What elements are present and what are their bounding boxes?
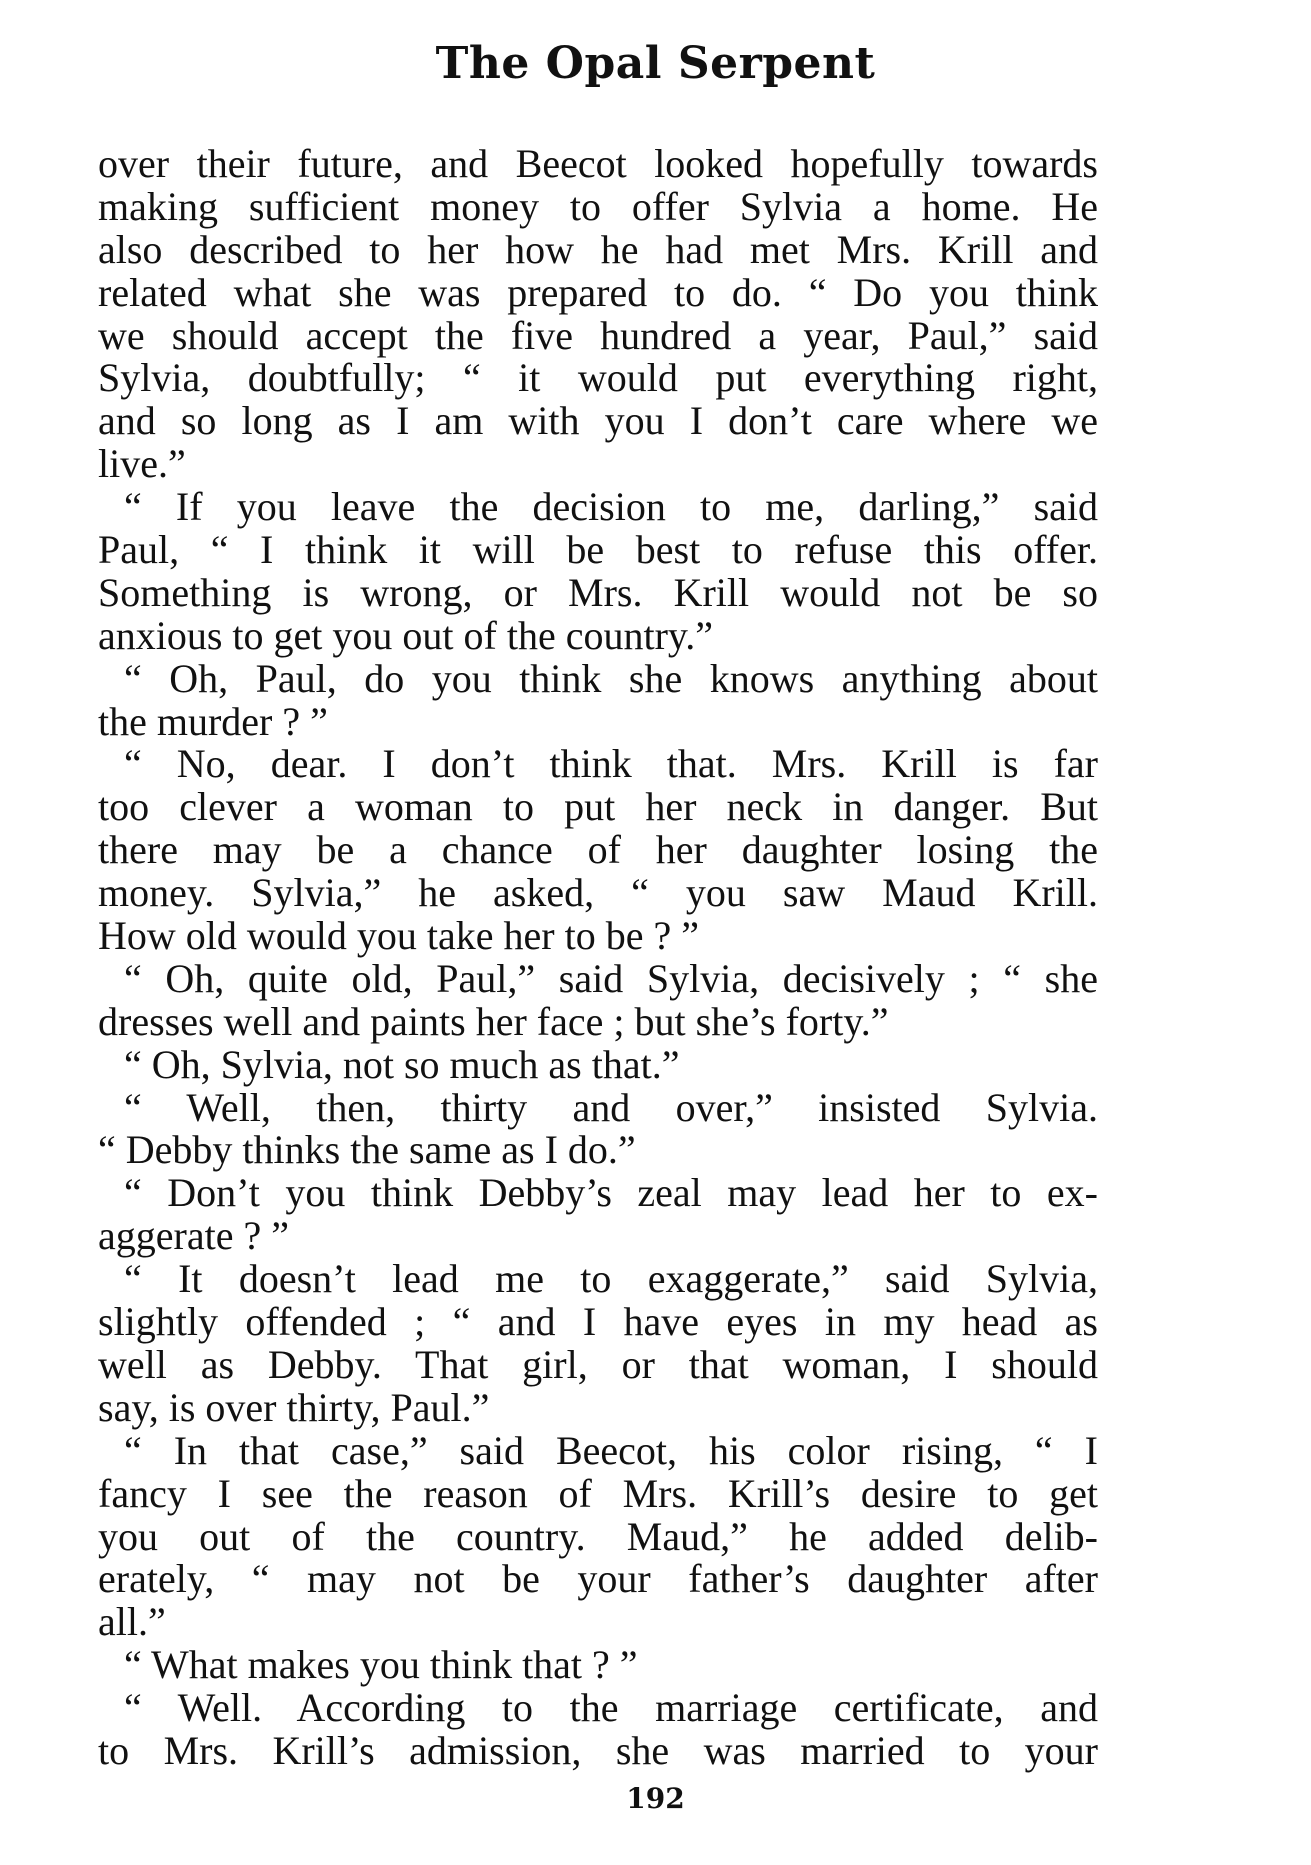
text-line: there may be a chance of her daughter losing the	[98, 827, 1098, 873]
text-line: anxious to get you out of the country.”	[98, 612, 714, 658]
text-line: we should accept the five hundred a year, Paul,” said	[98, 312, 1098, 358]
text-line: Something is wrong, or Mrs. Krill would not be so	[98, 569, 1098, 615]
text-line: fancy I see the reason of Mrs. Krill’s desire to get	[98, 1470, 1098, 1516]
text-line: Paul, “ I think it will be best to refuse this offer.	[98, 527, 1098, 573]
text-line: the murder ? ”	[98, 698, 328, 744]
text-line: “ Oh, quite old, Paul,” said Sylvia, decisively ; “ she	[124, 955, 1098, 1001]
running-head: The Opal Serpent	[435, 38, 876, 89]
text-line: too clever a woman to put her neck in danger. But	[98, 784, 1098, 830]
text-line: aggerate ? ”	[98, 1213, 289, 1259]
text-line: well as Debby. That girl, or that woman, I should	[98, 1341, 1098, 1387]
text-line: Sylvia, doubtfully; “ it would put everything right,	[98, 355, 1098, 401]
text-line: making sufficient money to offer Sylvia a home. He	[98, 183, 1098, 229]
text-line: “ Debby thinks the same as I do.”	[98, 1127, 636, 1173]
text-line: “ It doesn’t lead me to exaggerate,” said Sylvia,	[124, 1256, 1098, 1302]
text-line: “ In that case,” said Beecot, his color rising, “ I	[124, 1427, 1098, 1473]
text-line: erately, “ may not be your father’s daughter after	[98, 1556, 1098, 1602]
text-line: “ Well, then, thirty and over,” insisted Sylvia.	[124, 1084, 1098, 1130]
text-line: “ Don’t you think Debby’s zeal may lead her to ex-	[124, 1170, 1098, 1216]
text-line: “ Well. According to the marriage certificate, and	[124, 1685, 1098, 1731]
text-line: “ What makes you think that ? ”	[124, 1642, 638, 1688]
body-text	[98, 143, 1098, 1773]
text-line: you out of the country. Maud,” he added delib-	[98, 1513, 1098, 1559]
text-line: money. Sylvia,” he asked, “ you saw Maud Krill.	[98, 870, 1098, 916]
text-line: “ Oh, Paul, do you think she knows anything about	[124, 655, 1098, 701]
text-line: to Mrs. Krill’s admission, she was married to your	[98, 1727, 1098, 1773]
text-line: say, is over thirty, Paul.”	[98, 1384, 490, 1430]
text-line: slightly offended ; “ and I have eyes in my head as	[98, 1299, 1098, 1345]
text-line: “ No, dear. I don’t think that. Mrs. Krill is far	[124, 741, 1098, 787]
text-line: “ If you leave the decision to me, darling,” said	[124, 484, 1098, 530]
text-line: all.”	[98, 1599, 166, 1645]
text-line: related what she was prepared to do. “ Do you think	[98, 269, 1098, 315]
text-line: live.”	[98, 441, 186, 487]
page-number: 192	[626, 1782, 685, 1815]
text-line: over their future, and Beecot looked hopefully towards	[98, 141, 1098, 186]
text-line: and so long as I am with you I don’t care where we	[98, 398, 1098, 444]
text-line: “ Oh, Sylvia, not so much as that.”	[124, 1041, 680, 1087]
text-line: also described to her how he had met Mrs. Krill and	[98, 226, 1098, 272]
text-line: How old would you take her to be ? ”	[98, 913, 699, 959]
text-line: dresses well and paints her face ; but she’s forty.”	[98, 998, 889, 1044]
